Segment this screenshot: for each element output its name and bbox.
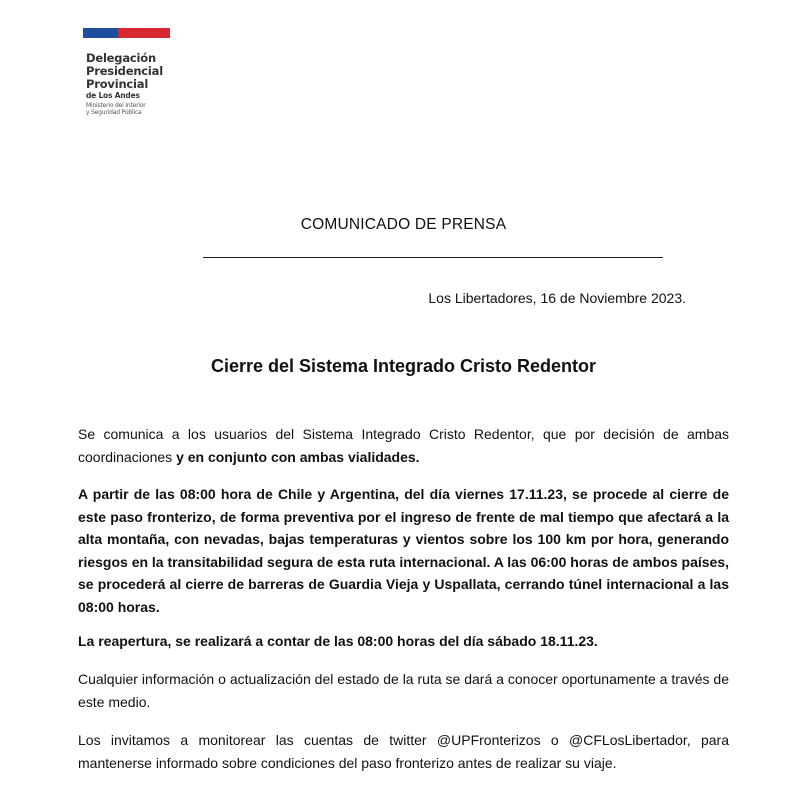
- paragraph-1: [78, 423, 729, 468]
- paragraph-2-text: A partir de las 08:00 hora de Chile y Argentina, del día viernes 17.11.23, se procede al cierre de este paso fronterizo, de forma preventiva por el ingreso de frente de mal tiempo que afectará a la alta montaña, con nevadas, bajas temperaturas y vientos sobre los 100 km por hora, generando riesgos en la transitabilidad segura de esta ruta internacional. A las 06:00 horas de ambos países, se procederá al cierre de barreras de Guardia Vieja y Uspallata, cerrando túnel internacional a las 08:00 horas.: [78, 486, 729, 615]
- date-line: Los Libertadores, 16 de Noviembre 2023.: [428, 290, 686, 306]
- flag-red-stripe: [118, 28, 170, 38]
- logo-line-4: de Los Andes: [86, 91, 140, 100]
- institution-logo-text: [86, 52, 216, 116]
- press-release-heading: COMUNICADO DE PRENSA: [300, 216, 507, 233]
- logo-line-3: Provincial: [86, 77, 149, 91]
- paragraph-5: [78, 729, 729, 774]
- paragraph-1-regular: Se comunica a los usuarios del Sistema Integrado Cristo Redentor, que por decisión de ambas coordinaciones: [78, 426, 729, 465]
- paragraph-4-text: Cualquier información o actualización del estado de la ruta se dará a conocer oportunamente a través de este medio.: [78, 671, 729, 710]
- paragraph-1-bold: y en conjunto con ambas vialidades.: [176, 448, 420, 465]
- flag-blue-stripe: [83, 28, 118, 38]
- logo-line-1: Delegación: [86, 51, 156, 65]
- paragraph-3-text: La reapertura, se realizará a contar de las 08:00 horas del día sábado 18.11.23.: [78, 633, 598, 649]
- paragraph-3: [78, 630, 729, 653]
- document-title: Cierre del Sistema Integrado Cristo Redentor: [210, 356, 597, 376]
- heading-underline: [203, 257, 663, 258]
- paragraph-2: [78, 483, 729, 618]
- paragraph-5-text: Los invitamos a monitorear las cuentas de twitter @UPFronterizos o @CFLosLibertador, para mantenerse informado sobre condiciones del paso fronterizo antes de realizar su viaje.: [78, 732, 729, 771]
- logo-line-6: y Seguridad Pública: [86, 109, 142, 116]
- logo-line-5: Ministerio del Interior: [86, 102, 146, 109]
- paragraph-4: [78, 668, 729, 713]
- flag-stripe-logo: [83, 28, 170, 38]
- logo-line-2: Presidencial: [86, 64, 163, 78]
